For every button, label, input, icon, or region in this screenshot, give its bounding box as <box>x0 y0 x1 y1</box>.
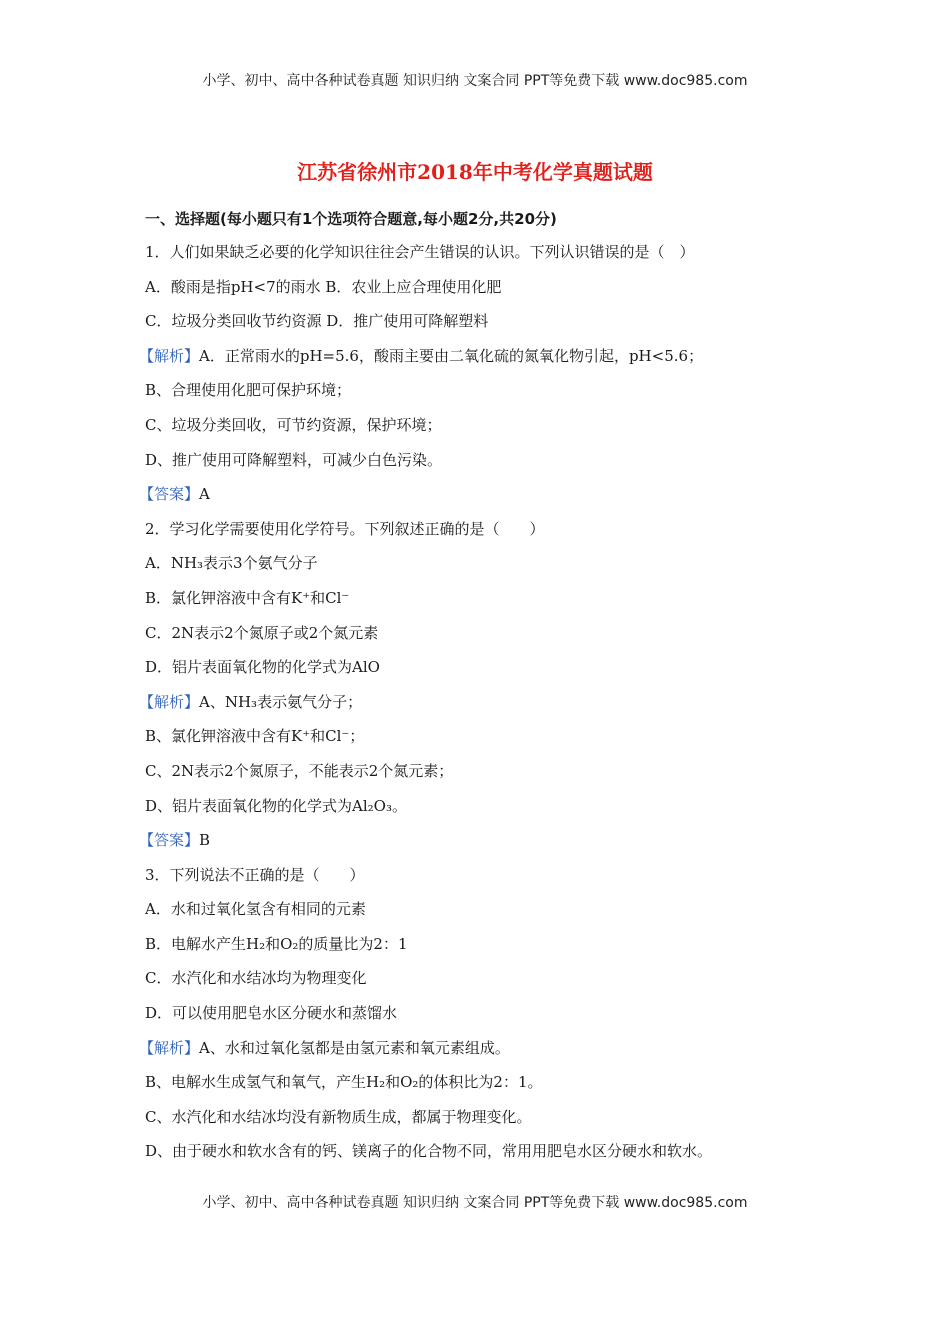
analysis-tag: 【解析】 <box>139 692 200 711</box>
question-2-option-b: B．氯化钾溶液中含有K⁺和Cl⁻ <box>145 588 350 607</box>
section-heading: 一、选择题(每小题只有1个选项符合题意,每小题2分,共20分) <box>145 210 557 228</box>
question-1-analysis-c: C、垃圾分类回收，可节约资源，保护环境； <box>145 415 442 434</box>
page-header: 小学、初中、高中各种试卷真题 知识归纳 文案合同 PPT等免费下载 www.doc985.com <box>202 73 748 89</box>
question-1-analysis-b: B、合理使用化肥可保护环境； <box>145 381 352 400</box>
answer-text: B <box>199 831 211 850</box>
question-1-analysis-d: D、推广使用可降解塑料，可减少白色污染。 <box>145 450 443 469</box>
question-content <box>139 240 835 1174</box>
question-3: 3．下列说法不正确的是（ ） <box>145 865 365 884</box>
question-2: 2．学习化学需要使用化学符号。下列叙述正确的是（ ） <box>145 519 545 538</box>
analysis-text: A、NH₃表示氨气分子； <box>199 692 363 711</box>
document-title: 江苏省徐州市2018年中考化学真题试题 <box>297 160 653 184</box>
question-1: 1．人们如果缺乏必要的化学知识往往会产生错误的认识。下列认识错误的是（ ） <box>145 243 695 261</box>
question-3-analysis-c: C、水汽化和水结冰均没有新物质生成，都属于物理变化。 <box>145 1107 532 1126</box>
question-3-option-a: A．水和过氧化氢含有相同的元素 <box>145 900 366 919</box>
question-3-analysis-d: D、由于硬水和软水含有的钙、镁离子的化合物不同，常用用肥皂水区分硬水和软水。 <box>145 1142 713 1161</box>
question-1-options-ab: A．酸雨是指pH<7的雨水 B．农业上应合理使用化肥 <box>145 277 502 296</box>
question-2-analysis-b: B、氯化钾溶液中含有K⁺和Cl⁻； <box>145 727 365 746</box>
question-2-option-a: A．NH₃表示3个氨气分子 <box>145 554 318 573</box>
question-2-option-c: C．2N表示2个氮原子或2个氮元素 <box>145 623 379 642</box>
question-2-analysis-d: D、铝片表面氧化物的化学式为Al₂O₃。 <box>145 796 407 815</box>
question-1-answer <box>139 482 835 517</box>
question-2-option-d: D．铝片表面氧化物的化学式为AlO <box>145 658 380 677</box>
question-3-option-b: B．电解水产生H₂和O₂的质量比为2：1 <box>145 934 408 953</box>
answer-tag: 【答案】 <box>139 485 200 504</box>
analysis-tag: 【解析】 <box>139 346 200 365</box>
question-2-analysis-a <box>139 690 835 725</box>
analysis-tag: 【解析】 <box>139 1038 200 1057</box>
page-footer: 小学、初中、高中各种试卷真题 知识归纳 文案合同 PPT等免费下载 www.doc985.com <box>202 1195 748 1211</box>
question-3-option-c: C．水汽化和水结冰均为物理变化 <box>145 969 367 988</box>
question-3-option-d: D．可以使用肥皂水区分硬水和蒸馏水 <box>145 1004 398 1023</box>
question-2-analysis-c: C、2N表示2个氮原子，不能表示2个氮元素； <box>145 761 454 780</box>
question-3-analysis-b: B、电解水生成氢气和氧气，产生H₂和O₂的体积比为2：1。 <box>145 1073 543 1092</box>
question-1-analysis-a <box>139 344 835 379</box>
answer-text: A <box>199 485 210 504</box>
question-1-options-cd: C．垃圾分类回收节约资源 D．推广使用可降解塑料 <box>145 312 489 331</box>
question-2-answer <box>139 828 835 863</box>
analysis-text: A、水和过氧化氢都是由氢元素和氧元素组成。 <box>199 1038 510 1057</box>
answer-tag: 【答案】 <box>139 831 200 850</box>
analysis-text: A．正常雨水的pH=5.6，酸雨主要由二氧化硫的氮氧化物引起，pH<5.6； <box>199 346 704 365</box>
question-3-analysis-a <box>139 1036 835 1071</box>
